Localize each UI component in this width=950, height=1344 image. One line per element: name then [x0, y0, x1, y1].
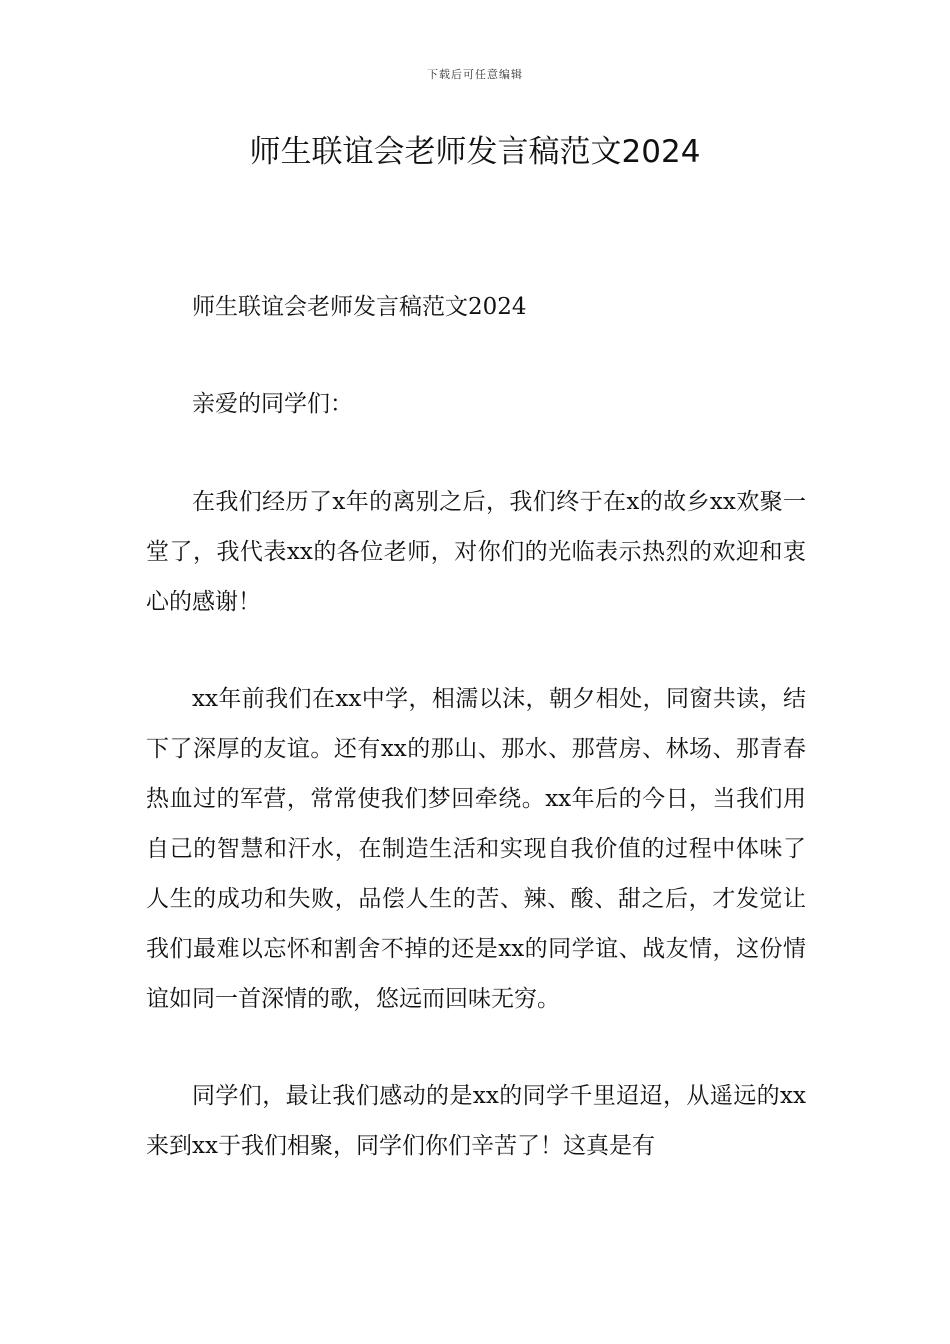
greeting-paragraph: 亲爱的同学们：: [192, 391, 353, 417]
header-note: 下载后可任意编辑: [427, 68, 523, 81]
subtitle-paragraph: 师生联谊会老师发言稿范文2024: [192, 294, 527, 320]
document-title: 师生联谊会老师发言稿范文2024: [249, 134, 701, 170]
body-paragraph-2: xx年前我们在xx中学，相濡以沫，朝夕相处，同窗共读，结下了深厚的友谊。还有xx的那山、那水、那营房、林场、那青春热血过的军营，常常使我们梦回牵绕。xx年后的今日，当我们用自己的智慧和汗水，在制造生活和实现自我价值的过程中体味了人生的成功和失败，品偿人生的苦、辣、酸、甜之后，才发觉让我们最难以忘怀和割舍不掉的还是xx的同学谊、战友情，这份情谊如同一首深情的歌，悠远而回味无穷。: [146, 686, 806, 1012]
document-body: [146, 282, 806, 1218]
body-paragraph-1: 在我们经历了x年的离别之后，我们终于在x的故乡xx欢聚一堂了，我代表xx的各位老师，对你们的光临表示热烈的欢迎和衷心的感谢！: [146, 489, 806, 615]
body-paragraph-3: 同学们，最让我们感动的是xx的同学千里迢迢，从遥远的xx来到xx于我们相聚，同学们你们辛苦了！这真是有: [146, 1083, 806, 1159]
